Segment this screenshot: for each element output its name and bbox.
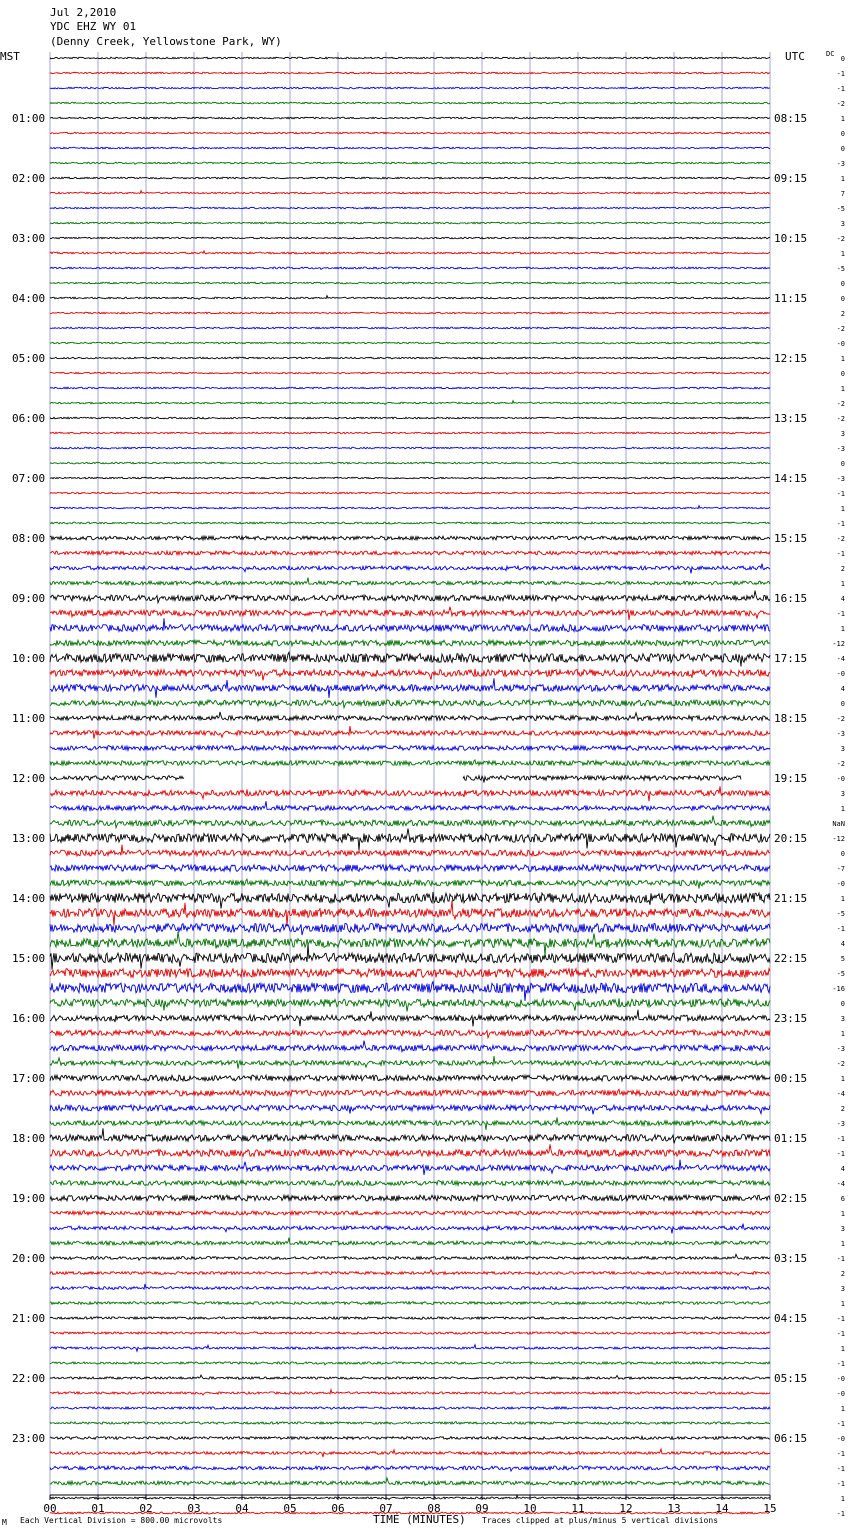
dc-offset-label: -5 [836, 970, 845, 978]
trace-line [50, 447, 770, 449]
x-tick-label: 12 [619, 1502, 633, 1515]
mst-hour-label: 21:00 [12, 1312, 46, 1325]
trace-line [50, 477, 770, 479]
dc-offset-label: 1 [840, 355, 845, 363]
trace-line [50, 1466, 770, 1471]
mst-hour-label: 19:00 [12, 1192, 46, 1205]
trace-line [50, 237, 770, 239]
trace-line [50, 564, 770, 574]
utc-hour-label: 22:15 [774, 952, 808, 965]
trace-line [50, 712, 770, 721]
trace-line [50, 327, 770, 329]
x-tick-label: 06 [331, 1502, 345, 1515]
trace-line [50, 1075, 770, 1081]
dc-offset-label: -4 [836, 655, 845, 663]
trace-line [50, 901, 770, 926]
dc-offset-label: 3 [840, 1225, 845, 1233]
dc-offset-label: -1 [836, 1480, 845, 1488]
trace-line [50, 879, 770, 888]
mst-hour-label: 16:00 [12, 1012, 46, 1025]
plot-header [0, 6, 834, 63]
utc-hour-label: 09:15 [774, 172, 808, 185]
utc-hour-label: 01:15 [774, 1132, 808, 1145]
mst-hour-label: 02:00 [12, 172, 46, 185]
trace-line [50, 1010, 770, 1027]
trace-line [50, 87, 770, 89]
trace-line [50, 207, 770, 209]
trace-line [50, 578, 770, 585]
utc-hour-label: 12:15 [774, 352, 808, 365]
dc-offset-label: -1 [836, 925, 845, 933]
dc-offset-label: 4 [840, 940, 845, 948]
mst-hour-label: 04:00 [12, 292, 46, 305]
scale-note: Each Vertical Division = 800.00 microvolts [20, 1516, 223, 1525]
utc-hour-label: 15:15 [774, 532, 808, 545]
x-axis-title: TIME (MINUTES) [373, 1513, 466, 1526]
trace-line [50, 760, 770, 766]
trace-line [50, 387, 770, 389]
dc-offset-label: 3 [840, 790, 845, 798]
dc-offset-label: -12 [832, 835, 845, 843]
dc-offset-label: 1 [840, 895, 845, 903]
mst-hour-label: 06:00 [12, 412, 46, 425]
trace-line [50, 1117, 770, 1129]
trace-line [50, 828, 770, 850]
dc-offset-label: -1 [836, 1315, 845, 1323]
utc-hour-label: 02:15 [774, 1192, 808, 1205]
x-tick-label: 08 [427, 1502, 441, 1515]
dc-offset-label: 5 [840, 955, 845, 963]
dc-offset-label: 2 [840, 565, 845, 573]
dc-offset-label: 1 [840, 805, 845, 813]
dc-offset-label: 3 [840, 1285, 845, 1293]
trace-line [50, 147, 770, 149]
dc-offset-label: 1 [840, 625, 845, 633]
trace-line [50, 102, 770, 104]
right-timezone-label: UTC [785, 50, 805, 63]
mst-hour-label: 05:00 [12, 352, 46, 365]
dc-offset-label: 1 [840, 1300, 845, 1308]
utc-hour-label: 16:15 [774, 592, 808, 605]
dc-offset-label: -1 [836, 610, 845, 618]
mst-hour-label: 10:00 [12, 652, 46, 665]
trace-line [50, 177, 770, 179]
trace-line [50, 132, 770, 134]
dc-offset-label: 1 [840, 385, 845, 393]
dc-offset-label: 0 [840, 145, 845, 153]
dc-header-label: DC [826, 50, 835, 58]
trace-line [50, 506, 770, 510]
trace-line [50, 924, 770, 936]
clip-note: Traces clipped at plus/minus 5 vertical divisions [482, 1516, 719, 1525]
minute-gridlines [50, 52, 770, 1495]
dc-offset-label: -5 [836, 910, 845, 918]
dc-offset-label: -7 [836, 865, 845, 873]
utc-hour-label: 00:15 [774, 1072, 808, 1085]
utc-hour-label: 11:15 [774, 292, 808, 305]
trace-line [50, 700, 770, 708]
trace-line [50, 1449, 770, 1457]
mst-hour-label: 23:00 [12, 1432, 46, 1445]
x-tick-label: 09 [475, 1502, 489, 1515]
dc-offset-label: -0 [836, 1390, 845, 1398]
trace-line [50, 1436, 770, 1439]
dc-offset-label: -0 [836, 1435, 845, 1443]
dc-offset-label: 1 [840, 1210, 845, 1218]
dc-offset-label: -3 [836, 160, 845, 168]
trace-line [50, 522, 770, 524]
dc-offset-label: 0 [840, 130, 845, 138]
trace-line [50, 372, 770, 374]
x-tick-label: 13 [667, 1502, 681, 1515]
dc-offset-label: -0 [836, 670, 845, 678]
dc-offset-label: -3 [836, 1045, 845, 1053]
trace-line [50, 251, 770, 254]
utc-hour-label: 23:15 [774, 1012, 808, 1025]
trace-line [50, 591, 770, 603]
dc-offset-label: -2 [836, 400, 845, 408]
utc-hour-label: 17:15 [774, 652, 808, 665]
trace-line [50, 1195, 770, 1201]
mst-hour-label: 18:00 [12, 1132, 46, 1145]
trace-line [50, 607, 770, 620]
dc-offset-label: 1 [840, 1495, 845, 1503]
dc-offset-label: -4 [836, 1180, 845, 1188]
dc-offset-label: -4 [836, 1090, 845, 1098]
trace-line [50, 1362, 770, 1365]
trace-line [50, 191, 770, 194]
utc-hour-label: 10:15 [774, 232, 808, 245]
mst-hour-label: 12:00 [12, 772, 46, 785]
dc-offset-label: 2 [840, 1270, 845, 1278]
trace-line [50, 1030, 770, 1038]
dc-offset-label: -1 [836, 1465, 845, 1473]
x-tick-label: 01 [91, 1502, 105, 1515]
trace-line [50, 865, 770, 872]
trace-line [50, 551, 770, 555]
x-tick-label: 02 [139, 1502, 153, 1515]
dc-offset-label: 1 [840, 1405, 845, 1413]
dc-offset-label: 1 [840, 1345, 845, 1353]
trace-line [50, 1105, 770, 1114]
dc-offset-label: NaN [832, 820, 845, 828]
dc-offset-label: -1 [836, 70, 845, 78]
dc-offset-label: -2 [836, 760, 845, 768]
trace-line [50, 652, 770, 666]
trace-line [50, 726, 770, 739]
dc-offset-label: 3 [840, 220, 845, 228]
dc-offset-label: 3 [840, 745, 845, 753]
dc-offset-label: 1 [840, 175, 845, 183]
dc-offset-label: -1 [836, 1255, 845, 1263]
mst-hour-label: 01:00 [12, 112, 46, 125]
trace-line [50, 1284, 770, 1289]
x-tick-label: 04 [235, 1502, 249, 1515]
trace-line [50, 1317, 770, 1320]
dc-offset-label: -2 [836, 715, 845, 723]
trace-line [50, 222, 770, 224]
dc-offset-label: -2 [836, 415, 845, 423]
x-tick-label: 03 [187, 1502, 201, 1515]
dc-offset-label: 0 [840, 460, 845, 468]
plot-footer [2, 1513, 718, 1527]
trace-line [50, 492, 770, 494]
location-label: (Denny Creek, Yellowstone Park, WY) [50, 35, 282, 48]
dc-offset-label: 6 [840, 1195, 845, 1203]
dc-offset-label: -1 [836, 85, 845, 93]
utc-hour-label: 08:15 [774, 112, 808, 125]
trace-line [50, 1238, 770, 1245]
trace-line [50, 1390, 770, 1395]
x-tick-label: 10 [523, 1502, 537, 1515]
x-tick-label: 00 [43, 1502, 57, 1515]
dc-offset-label: -1 [836, 520, 845, 528]
mst-hour-label: 11:00 [12, 712, 46, 725]
mst-hour-labels [12, 112, 45, 1445]
trace-line [50, 1211, 770, 1215]
trace-line [50, 746, 770, 751]
trace-line [50, 932, 770, 956]
dc-offset-label: 0 [840, 700, 845, 708]
x-tick-label: 14 [715, 1502, 729, 1515]
trace-line [50, 1345, 770, 1352]
trace-line [50, 267, 770, 269]
mst-hour-label: 20:00 [12, 1252, 46, 1265]
trace-line [50, 342, 770, 344]
mst-hour-label: 07:00 [12, 472, 46, 485]
trace-line [50, 296, 770, 300]
trace-line [50, 1422, 770, 1425]
trace-line [50, 1270, 770, 1276]
trace-line [50, 1181, 770, 1186]
trace-line [50, 1160, 770, 1175]
dc-offset-label: 0 [840, 280, 845, 288]
dc-offset-label: -1 [836, 1135, 845, 1143]
utc-hour-label: 19:15 [774, 772, 808, 785]
trace-line [50, 678, 770, 698]
trace-line [50, 72, 770, 74]
dc-offset-label: 0 [840, 55, 845, 63]
dc-offset-label: -3 [836, 730, 845, 738]
trace-line [50, 618, 770, 631]
dc-offset-label: -5 [836, 205, 845, 213]
trace-line [50, 892, 770, 909]
dc-offset-label: 2 [840, 310, 845, 318]
dc-offset-label: -1 [836, 550, 845, 558]
dc-offset-label: 0 [840, 295, 845, 303]
dc-offset-label: 4 [840, 1165, 845, 1173]
dc-offset-label: 2 [840, 1105, 845, 1113]
mst-hour-label: 03:00 [12, 232, 46, 245]
trace-line [50, 776, 741, 783]
trace-line [50, 944, 770, 970]
trace-line [50, 536, 770, 540]
trace-line [50, 786, 770, 801]
trace-line [50, 1089, 770, 1096]
dc-offset-label: -3 [836, 1120, 845, 1128]
dc-offset-label: -2 [836, 325, 845, 333]
trace-line [50, 1056, 770, 1069]
trace-line [50, 1478, 770, 1485]
dc-offset-label: -5 [836, 265, 845, 273]
trace-line [50, 1407, 770, 1409]
trace-line [50, 162, 770, 164]
dc-offset-label: -0 [836, 1375, 845, 1383]
dc-offset-label: 3 [840, 1015, 845, 1023]
dc-offset-label: -12 [832, 640, 845, 648]
utc-hour-label: 04:15 [774, 1312, 808, 1325]
mst-hour-label: 17:00 [12, 1072, 46, 1085]
dc-offset-label: -0 [836, 340, 845, 348]
dc-offset-label: -1 [836, 1510, 845, 1518]
dc-offset-label: -1 [836, 1420, 845, 1428]
trace-line [50, 1144, 770, 1157]
trace-line [50, 462, 770, 464]
x-tick-label: 05 [283, 1502, 297, 1515]
dc-offset-label: -2 [836, 535, 845, 543]
seismic-traces [50, 57, 770, 1514]
trace-line [50, 57, 770, 59]
dc-offset-label: 1 [840, 505, 845, 513]
corner-mark: M [2, 1518, 7, 1527]
trace-line [50, 669, 770, 681]
dc-offset-label: -16 [832, 985, 845, 993]
dc-offset-label: -2 [836, 100, 845, 108]
dc-offset-label: -0 [836, 880, 845, 888]
utc-hour-label: 03:15 [774, 1252, 808, 1265]
utc-hour-label: 14:15 [774, 472, 808, 485]
trace-line [50, 1041, 770, 1052]
trace-line [50, 357, 770, 359]
dc-offset-label: -3 [836, 475, 845, 483]
dc-offset-label: -1 [836, 1330, 845, 1338]
trace-line [50, 1302, 770, 1305]
mst-hour-label: 22:00 [12, 1372, 46, 1385]
trace-line [50, 640, 770, 646]
utc-hour-label: 05:15 [774, 1372, 808, 1385]
trace-line [50, 845, 770, 857]
dc-offset-label: -1 [836, 1360, 845, 1368]
utc-hour-label: 13:15 [774, 412, 808, 425]
dc-offset-label: 1 [840, 1240, 845, 1248]
left-timezone-label: MST [0, 50, 20, 63]
trace-line [50, 312, 770, 314]
dc-offset-label: 1 [840, 115, 845, 123]
dc-offset-label: 7 [840, 190, 845, 198]
trace-line [50, 401, 770, 405]
trace-line [50, 1254, 770, 1260]
trace-line [50, 1495, 770, 1499]
dc-offset-label: -1 [836, 1450, 845, 1458]
date-label: Jul 2,2010 [50, 6, 117, 19]
dc-offset-label: 0 [840, 1000, 845, 1008]
trace-line [50, 998, 770, 1011]
dc-offset-label: 4 [840, 595, 845, 603]
x-tick-label: 11 [571, 1502, 585, 1515]
trace-line [50, 816, 770, 828]
utc-hour-label: 06:15 [774, 1432, 808, 1445]
utc-hour-label: 18:15 [774, 712, 808, 725]
trace-line [50, 282, 770, 284]
trace-line [50, 417, 770, 419]
mst-hour-label: 08:00 [12, 532, 46, 545]
trace-line [50, 969, 770, 978]
dc-offset-label: 1 [840, 580, 845, 588]
mst-hour-label: 09:00 [12, 592, 46, 605]
dc-offset-label: -3 [836, 445, 845, 453]
x-tick-label: 15 [763, 1502, 777, 1515]
utc-hour-label: 20:15 [774, 832, 808, 845]
mst-hour-label: 15:00 [12, 952, 46, 965]
trace-line [50, 1128, 770, 1143]
mst-hour-label: 13:00 [12, 832, 46, 845]
trace-line [50, 1332, 770, 1334]
dc-offset-label: -1 [836, 1150, 845, 1158]
dc-offset-label: -0 [836, 775, 845, 783]
trace-line [50, 1224, 770, 1234]
station-label: YDC EHZ WY 01 [50, 20, 137, 33]
dc-offset-label: 1 [840, 250, 845, 258]
dc-offset-label: -2 [836, 235, 845, 243]
trace-line [50, 117, 770, 119]
x-tick-label: 07 [379, 1502, 393, 1515]
utc-hour-label: 21:15 [774, 892, 808, 905]
trace-line [50, 432, 770, 434]
dc-offset-label: 3 [840, 430, 845, 438]
dc-offset-label: 0 [840, 850, 845, 858]
dc-offset-label: -1 [836, 490, 845, 498]
utc-hour-labels [774, 112, 807, 1445]
dc-offset-label: 1 [840, 1075, 845, 1083]
dc-offset-label: 1 [840, 1030, 845, 1038]
dc-offset-label: 4 [840, 685, 845, 693]
trace-line [50, 801, 770, 810]
trace-line [50, 1375, 770, 1379]
trace-line [50, 982, 770, 1001]
dc-offset-label: -2 [836, 1060, 845, 1068]
dc-offset-labels [832, 55, 845, 1518]
dc-offset-label: 0 [840, 370, 845, 378]
mst-hour-label: 14:00 [12, 892, 46, 905]
